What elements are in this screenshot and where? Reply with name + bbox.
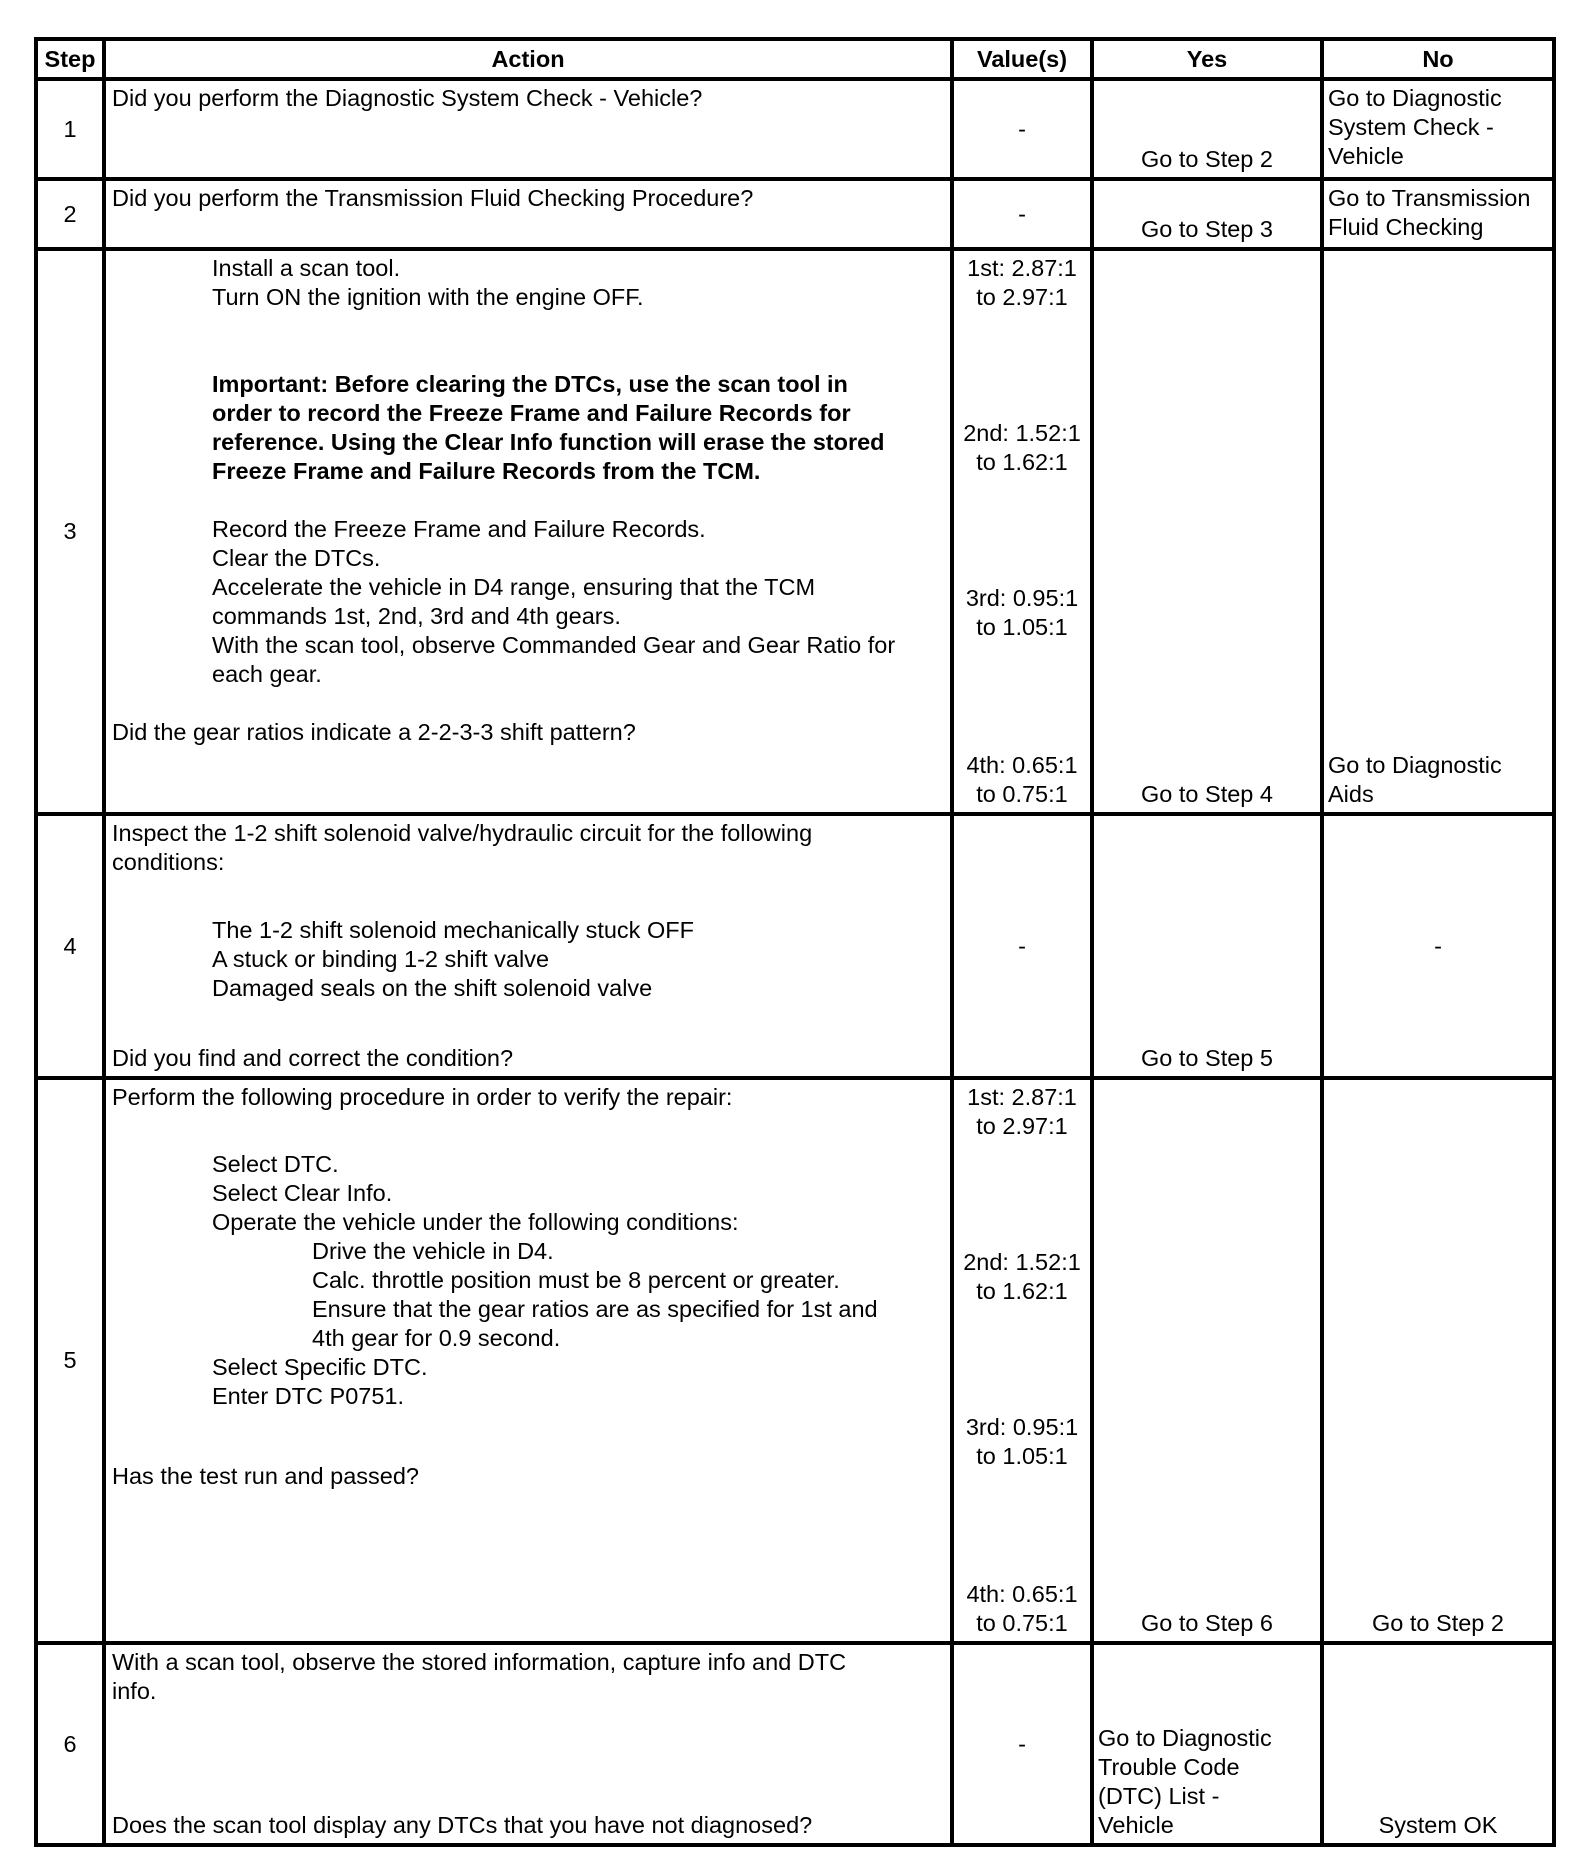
step-number: 5 — [36, 1078, 104, 1643]
intro-text: Perform the following procedure in order to verify the repair: — [112, 1084, 733, 1110]
sub-procedure-list — [212, 1237, 878, 1353]
condition-item: The 1-2 shift solenoid mechanically stuck OFF — [212, 917, 694, 943]
procedure-item: Select DTC. — [212, 1151, 339, 1177]
text-line: conditions: — [112, 849, 225, 875]
text-line: 3rd: 0.95:1 — [965, 1414, 1079, 1440]
no-cell — [1322, 179, 1554, 249]
value-cell: - — [952, 79, 1092, 179]
yes-line: Vehicle — [1098, 1812, 1174, 1838]
text-line: 2nd: 1.52:1 — [963, 420, 1081, 446]
yes-cell — [1092, 814, 1322, 1078]
no-cell — [1322, 249, 1554, 814]
yes-link[interactable]: Go to Step 6 — [1141, 1610, 1273, 1636]
step-number: 2 — [36, 179, 104, 249]
question-text: Did you find and correct the condition? — [112, 1045, 514, 1071]
gear-ratio — [954, 1248, 1090, 1306]
header-step: Step — [36, 39, 104, 79]
condition-list — [112, 916, 694, 1003]
no-cell — [1322, 1643, 1554, 1845]
action-cell — [104, 79, 952, 179]
value-cell — [952, 249, 1092, 814]
step-number: 4 — [36, 814, 104, 1078]
no-line: Go to Diagnostic — [1328, 752, 1502, 778]
no-link[interactable] — [1328, 184, 1530, 242]
action-item: each gear. — [212, 661, 322, 687]
yes-link[interactable]: Go to Step 3 — [1141, 216, 1273, 242]
action-item: Clear the DTCs. — [212, 545, 381, 571]
action-list — [112, 515, 895, 689]
table-row — [36, 814, 1554, 1078]
no-link[interactable]: Go to Step 2 — [1372, 1610, 1504, 1636]
gear-ratio — [954, 419, 1090, 477]
question-text: Has the test run and passed? — [112, 1463, 420, 1489]
sub-procedure-item: Calc. throttle position must be 8 percent or greater. — [312, 1267, 840, 1293]
no-link[interactable] — [1328, 751, 1502, 809]
action-item: commands 1st, 2nd, 3rd and 4th gears. — [212, 603, 621, 629]
gear-ratio — [954, 1580, 1090, 1638]
text-line: to 1.62:1 — [976, 449, 1068, 475]
yes-link[interactable] — [1098, 1724, 1272, 1840]
header-row — [36, 39, 1554, 79]
text-line: to 1.05:1 — [976, 1443, 1068, 1469]
step-number: 6 — [36, 1643, 104, 1845]
sub-procedure-item: Drive the vehicle in D4. — [312, 1238, 554, 1264]
condition-item: Damaged seals on the shift solenoid valve — [212, 975, 653, 1001]
diagnostic-table — [34, 37, 1556, 1847]
question-text: Did the gear ratios indicate a 2-2-3-3 shift pattern? — [112, 719, 636, 745]
important-line: reference. Using the Clear Info function will erase the stored — [212, 429, 885, 455]
text-line: 2nd: 1.52:1 — [963, 1249, 1081, 1275]
text-line: to 0.75:1 — [976, 781, 1068, 807]
value-cell: - — [952, 1643, 1092, 1845]
no-line: Vehicle — [1328, 143, 1404, 169]
sub-procedure-item: 4th gear for 0.9 second. — [312, 1325, 561, 1351]
text-line: 4th: 0.65:1 — [966, 752, 1078, 778]
action-item: Accelerate the vehicle in D4 range, ensuring that the TCM — [212, 574, 816, 600]
yes-cell — [1092, 179, 1322, 249]
no-line: Aids — [1328, 781, 1374, 807]
text-line: to 2.97:1 — [976, 1113, 1068, 1139]
yes-line: (DTC) List - — [1098, 1783, 1220, 1809]
procedure-list — [112, 1150, 878, 1411]
gear-ratio — [954, 254, 1090, 312]
yes-line: Go to Diagnostic — [1098, 1725, 1272, 1751]
step-number: 1 — [36, 79, 104, 179]
no-line: Fluid Checking — [1328, 214, 1484, 240]
question-text: Did you perform the Diagnostic System Check - Vehicle? — [112, 85, 703, 111]
text-line: 4th: 0.65:1 — [966, 1581, 1078, 1607]
step-number: 3 — [36, 249, 104, 814]
action-cell — [104, 1078, 952, 1643]
table-row — [36, 249, 1554, 814]
procedure-item: Enter DTC P0751. — [212, 1383, 405, 1409]
text-line: to 1.62:1 — [976, 1278, 1068, 1304]
yes-cell — [1092, 1078, 1322, 1643]
intro-text — [112, 819, 812, 877]
no-link[interactable] — [1328, 84, 1502, 171]
yes-cell — [1092, 79, 1322, 179]
yes-line: Trouble Code — [1098, 1754, 1240, 1780]
table-row — [36, 79, 1554, 179]
header-values: Value(s) — [952, 39, 1092, 79]
no-cell — [1322, 79, 1554, 179]
action-cell — [104, 249, 952, 814]
action-item: Record the Freeze Frame and Failure Records. — [212, 516, 706, 542]
important-line: order to record the Freeze Frame and Failure Records for — [212, 400, 851, 426]
action-item: Turn ON the ignition with the engine OFF. — [212, 284, 644, 310]
procedure-item: Operate the vehicle under the following conditions: — [212, 1209, 739, 1235]
no-result: System OK — [1378, 1812, 1498, 1838]
action-item: With the scan tool, observe Commanded Gear and Gear Ratio for — [212, 632, 896, 658]
question-text: Does the scan tool display any DTCs that you have not diagnosed? — [112, 1812, 813, 1838]
sub-procedure-item: Ensure that the gear ratios are as specified for 1st and — [312, 1296, 878, 1322]
procedure-item: Select Specific DTC. — [212, 1354, 428, 1380]
no-line: Go to Diagnostic — [1328, 85, 1502, 111]
header-no: No — [1322, 39, 1554, 79]
yes-cell — [1092, 249, 1322, 814]
yes-link[interactable]: Go to Step 5 — [1141, 1045, 1273, 1071]
important-line: Freeze Frame and Failure Records from the TCM. — [212, 458, 761, 484]
no-line: System Check - — [1328, 114, 1494, 140]
text-line: 1st: 2.87:1 — [967, 1084, 1077, 1110]
value-cell: - — [952, 814, 1092, 1078]
condition-item: A stuck or binding 1-2 shift valve — [212, 946, 550, 972]
value-cell: - — [952, 179, 1092, 249]
text-line: 3rd: 0.95:1 — [965, 585, 1079, 611]
yes-link[interactable]: Go to Step 4 — [1141, 781, 1273, 807]
intro-text — [112, 1648, 846, 1706]
header-action: Action — [104, 39, 952, 79]
procedure-item: Select Clear Info. — [212, 1180, 393, 1206]
header-yes: Yes — [1092, 39, 1322, 79]
gear-ratio — [954, 751, 1090, 809]
yes-link[interactable]: Go to Step 2 — [1141, 146, 1273, 172]
action-cell — [104, 1643, 952, 1845]
yes-cell — [1092, 1643, 1322, 1845]
text-line: 1st: 2.87:1 — [967, 255, 1077, 281]
no-cell: - — [1322, 814, 1554, 1078]
action-list — [112, 254, 643, 312]
table-row — [36, 1643, 1554, 1845]
gear-ratio — [954, 1413, 1090, 1471]
text-line: to 2.97:1 — [976, 284, 1068, 310]
action-item: Install a scan tool. — [212, 255, 401, 281]
text-line: to 1.05:1 — [976, 614, 1068, 640]
important-note — [112, 370, 885, 486]
text-line: With a scan tool, observe the stored information, capture info and DTC — [112, 1649, 847, 1675]
table-row — [36, 1078, 1554, 1643]
no-line: Go to Transmission — [1328, 185, 1531, 211]
action-cell — [104, 814, 952, 1078]
text-line: to 0.75:1 — [976, 1610, 1068, 1636]
no-cell — [1322, 1078, 1554, 1643]
important-line: Important: Before clearing the DTCs, use the scan tool in — [212, 371, 848, 397]
table-row — [36, 179, 1554, 249]
question-text: Did you perform the Transmission Fluid Checking Procedure? — [112, 185, 754, 211]
gear-ratio — [954, 1083, 1090, 1141]
text-line: Inspect the 1-2 shift solenoid valve/hydraulic circuit for the following — [112, 820, 813, 846]
action-cell — [104, 179, 952, 249]
value-cell — [952, 1078, 1092, 1643]
text-line: info. — [112, 1678, 157, 1704]
gear-ratio — [954, 584, 1090, 642]
